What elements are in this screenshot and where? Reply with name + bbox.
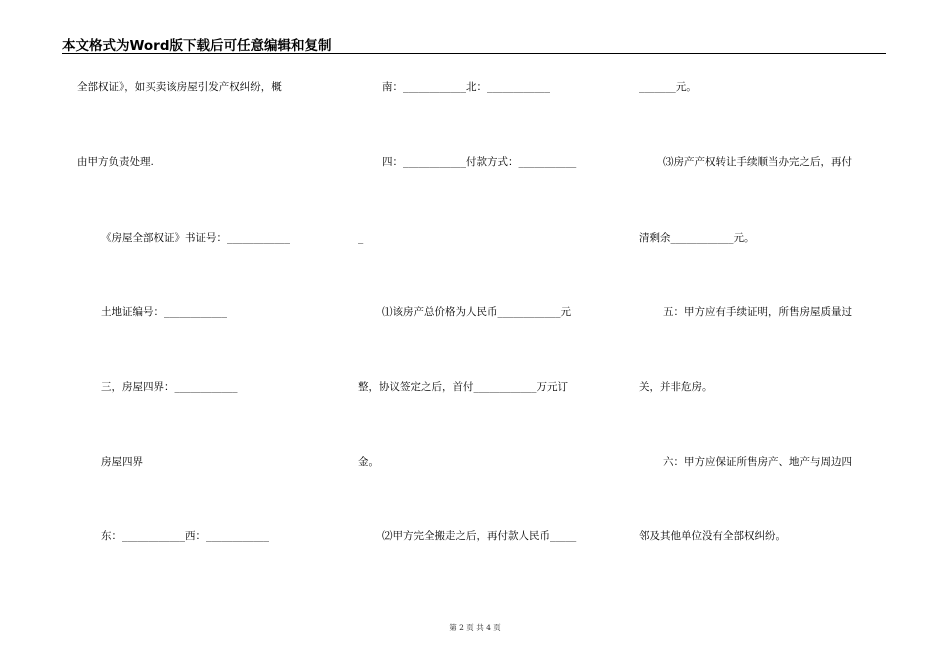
page-header [62, 33, 886, 54]
header-title: 本文格式为Word版下载后可任意编辑和复制 [62, 38, 332, 54]
text-line: ⑶房产产权转让手续顺当办完之后，再付 [663, 156, 852, 168]
text-line: 南：____________北：____________ [382, 81, 550, 93]
text-line: 金。 [358, 456, 379, 468]
text-line: 三，房屋四界：____________ [101, 381, 238, 393]
text-line: 房屋四界 [101, 456, 143, 468]
text-line: 整，协议签定之后，首付____________万元订 [358, 381, 568, 393]
text-line: ⑵甲方完全搬走之后，再付款人民币_____ [382, 530, 577, 542]
text-line: _ [358, 232, 364, 244]
text-line: 四：____________付款方式：___________ [382, 156, 577, 168]
text-line: 全部权证》，如买卖该房屋引发产权纠纷，概 [77, 81, 282, 93]
page-number: 第 2 页 共 4 页 [449, 623, 501, 632]
text-line: 清剩余____________元。 [639, 232, 755, 244]
text-line: 由甲方负责处理. [77, 156, 154, 168]
text-line: 《房屋全部权证》书证号：____________ [101, 232, 290, 244]
text-line: 关，并非危房。 [639, 381, 713, 393]
text-line: _______元。 [639, 81, 697, 93]
text-line: 东：____________西：____________ [101, 530, 269, 542]
text-line: 土地证编号：____________ [101, 306, 227, 318]
text-line: 五：甲方应有手续证明，所售房屋质量过 [663, 306, 852, 318]
text-line: 六：甲方应保证所售房产、地产与周边四 [663, 456, 852, 468]
page-footer [0, 622, 950, 633]
text-line: ⑴该房产总价格为人民币____________元 [382, 306, 571, 318]
text-line: 邻及其他单位没有全部权纠纷。 [639, 530, 786, 542]
